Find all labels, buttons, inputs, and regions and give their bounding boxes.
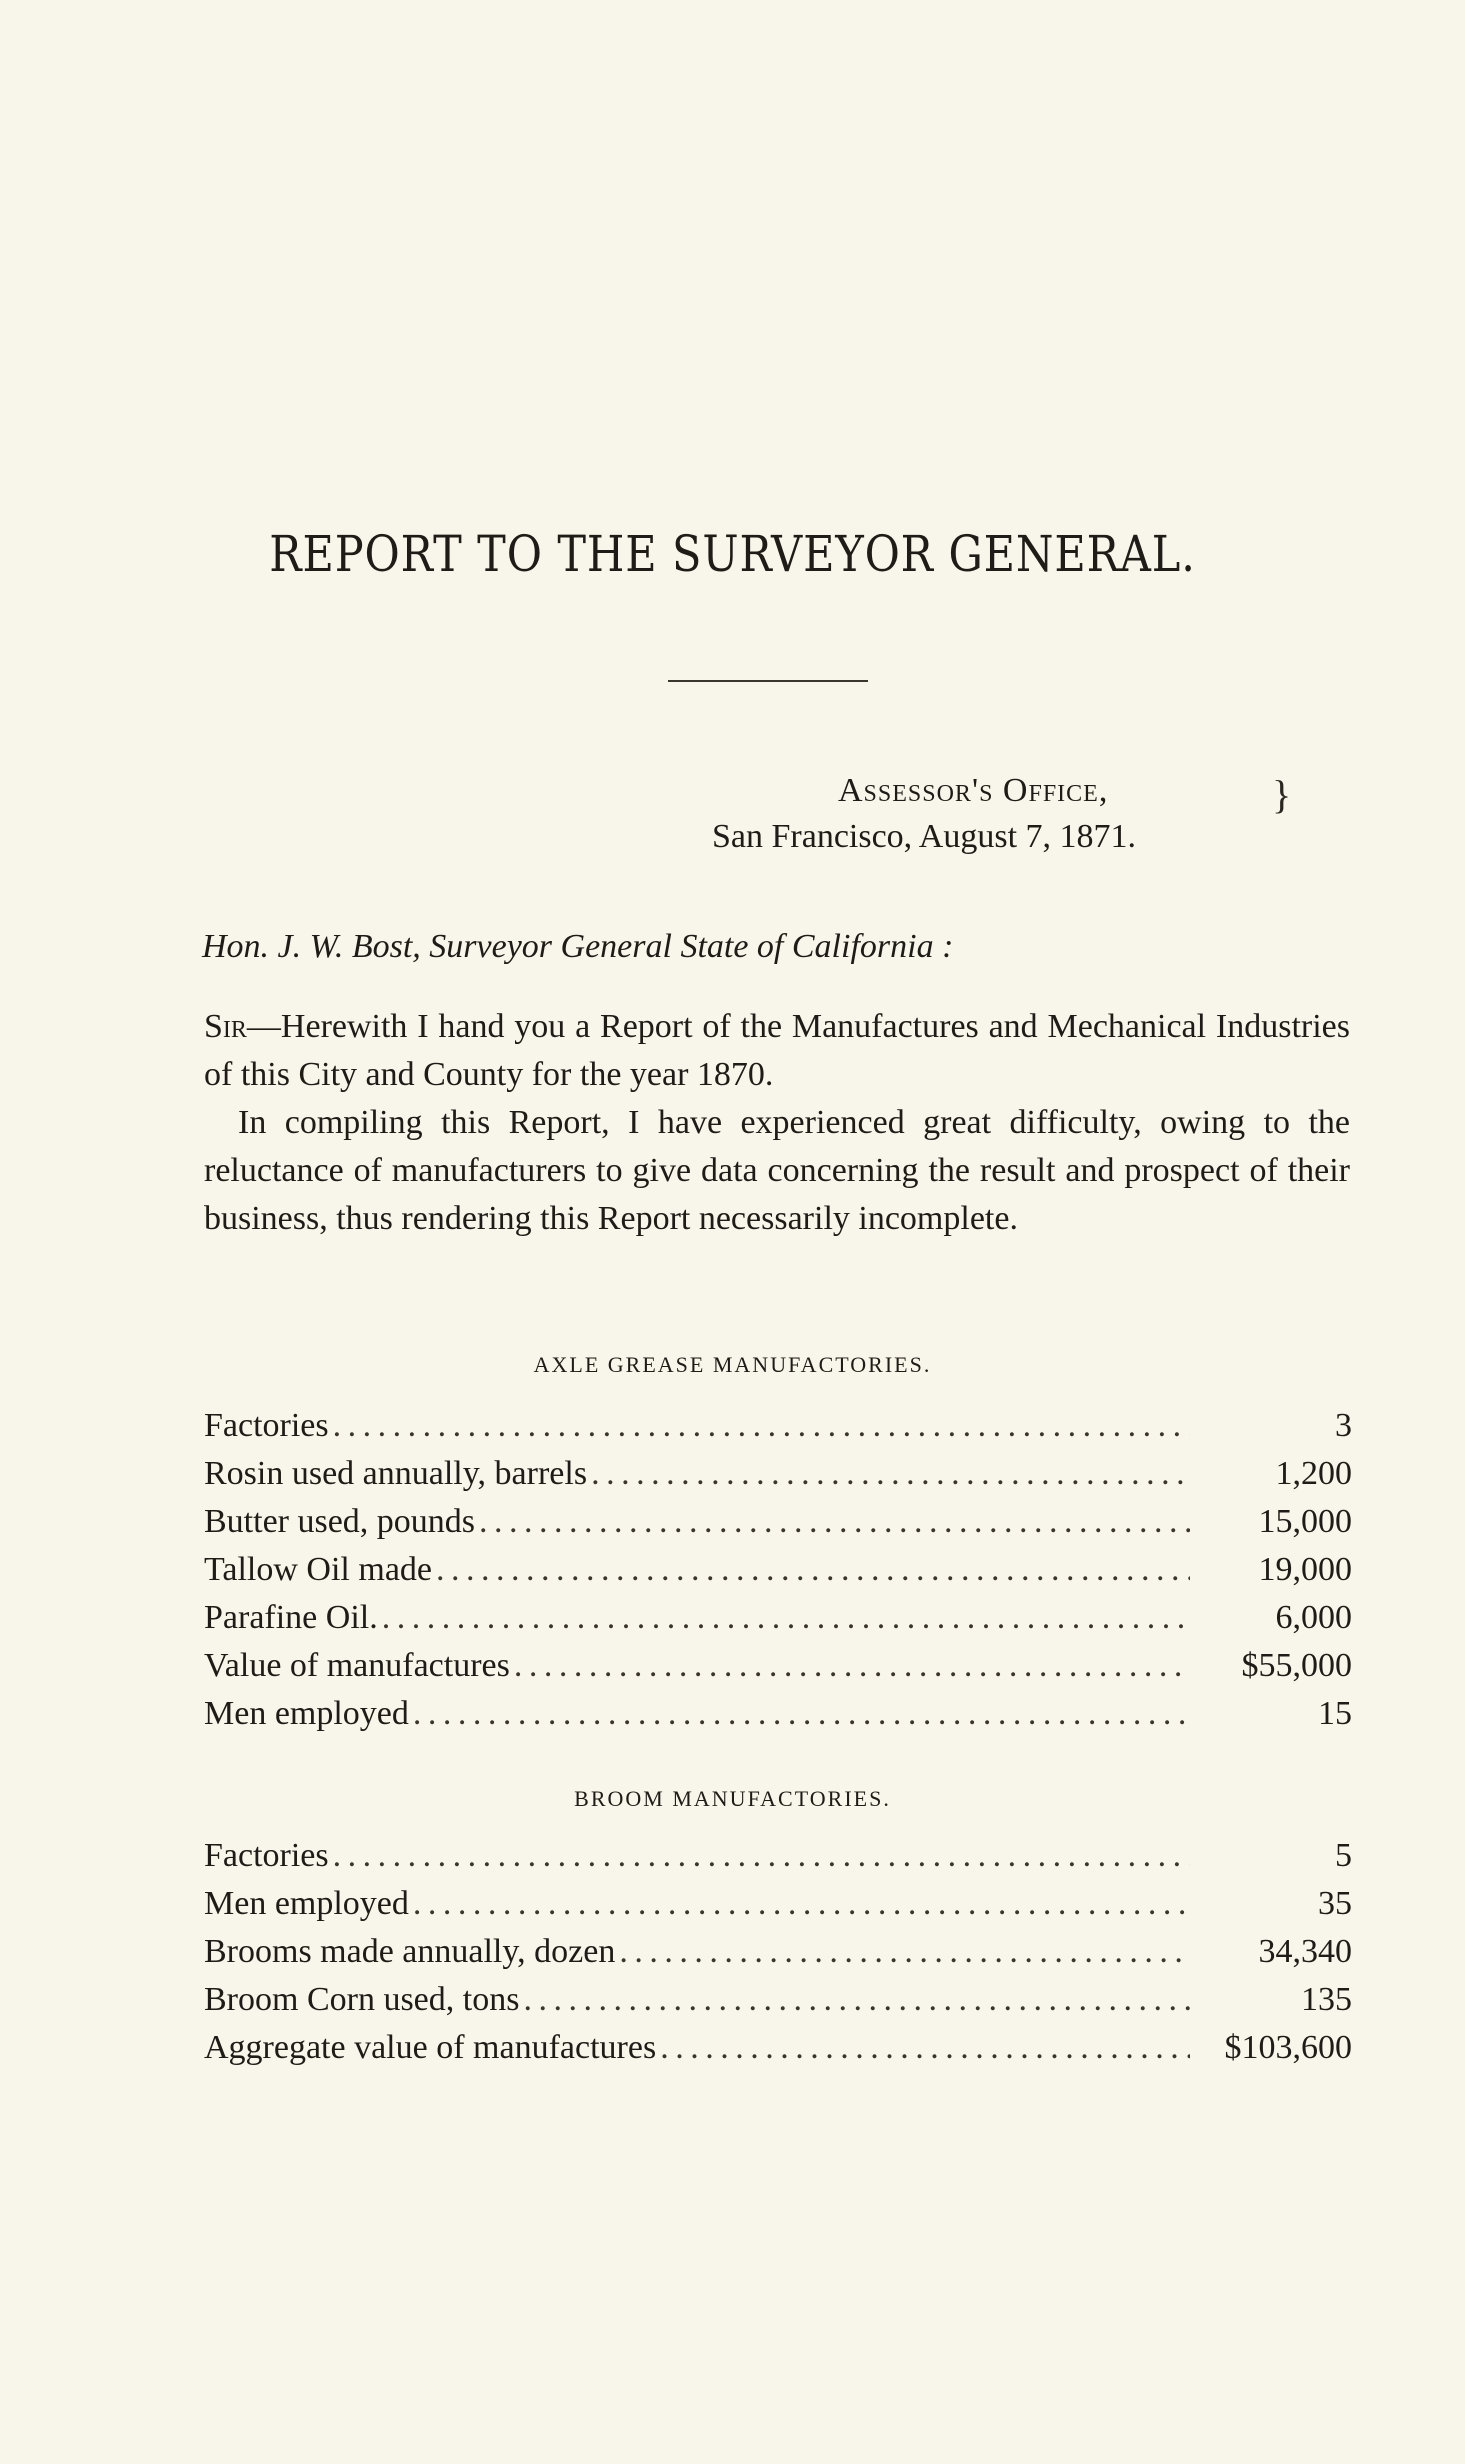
row-value: 35 xyxy=(1318,1885,1352,1922)
row-value: 34,340 xyxy=(1258,1933,1352,1970)
leader-dots xyxy=(619,1928,1190,1976)
row-value: 15 xyxy=(1318,1695,1352,1732)
row-label: Tallow Oil made xyxy=(204,1551,433,1588)
row-label: Men employed xyxy=(204,1885,409,1922)
row-value: 5 xyxy=(1335,1837,1352,1874)
table-row xyxy=(204,1880,1352,1928)
row-value: 135 xyxy=(1301,1981,1352,2018)
leader-dots xyxy=(333,1402,1190,1450)
row-label: Broom Corn used, tons xyxy=(204,1981,520,2018)
leader-dots xyxy=(413,1690,1190,1738)
dateline-place-date: San Francisco, August 7, 1871. xyxy=(712,818,1137,855)
leader-dots xyxy=(523,1976,1190,2024)
leader-dots xyxy=(436,1546,1190,1594)
row-label: Factories xyxy=(204,1407,329,1444)
table-row xyxy=(204,1546,1352,1594)
letter-paragraph-1 xyxy=(204,1003,1350,1099)
leader-dots xyxy=(591,1450,1190,1498)
row-value: $55,000 xyxy=(1241,1647,1352,1684)
table-row xyxy=(204,1450,1352,1498)
row-value: 3 xyxy=(1335,1407,1352,1444)
letter-sir: Sir xyxy=(204,1008,247,1045)
table-axle-grease xyxy=(204,1402,1352,1738)
dateline xyxy=(700,768,1340,860)
table-row xyxy=(204,1594,1352,1642)
leader-dots xyxy=(479,1498,1190,1546)
letter-paragraph-2: In compiling this Report, I have experienced great difficulty, owing to the reluctance of manufacturers to give data concerning the result and prospect of their business, thus rendering this Report necessarily incomplete. xyxy=(204,1104,1350,1237)
page-title: REPORT TO THE SURVEYOR GENERAL. xyxy=(269,525,1196,583)
section-heading-broom: BROOM MANUFACTORIES. xyxy=(574,1786,891,1811)
row-value: 15,000 xyxy=(1258,1503,1352,1540)
leader-dots xyxy=(382,1594,1190,1642)
dateline-brace: } xyxy=(1272,772,1292,817)
table-row xyxy=(204,1402,1352,1450)
letter-paragraph-1-text: —Herewith I hand you a Report of the Manufactures and Mechanical Industries of this City and County for the year 1870. xyxy=(204,1008,1350,1093)
table-row xyxy=(204,1690,1352,1738)
leader-dots xyxy=(660,2024,1190,2072)
row-label: Brooms made annually, dozen xyxy=(204,1933,616,1970)
row-label: Rosin used annually, barrels xyxy=(204,1455,588,1492)
row-label: Parafine Oil. xyxy=(204,1599,378,1636)
leader-dots xyxy=(413,1880,1190,1928)
salutation: Hon. J. W. Bost, Surveyor General State of California : xyxy=(202,928,954,965)
row-value: 19,000 xyxy=(1258,1551,1352,1588)
letter-body xyxy=(204,1003,1350,1243)
table-row xyxy=(204,1832,1352,1880)
leader-dots xyxy=(514,1642,1190,1690)
row-value: 1,200 xyxy=(1275,1455,1352,1492)
row-label: Factories xyxy=(204,1837,329,1874)
dateline-office: Assessor's Office, xyxy=(838,772,1109,809)
table-broom xyxy=(204,1832,1352,2072)
table-row xyxy=(204,2024,1352,2072)
table-row xyxy=(204,1928,1352,1976)
row-label: Men employed xyxy=(204,1695,409,1732)
title-rule xyxy=(668,680,868,682)
row-label: Value of manufactures xyxy=(204,1647,510,1684)
leader-dots xyxy=(333,1832,1190,1880)
row-value: $103,600 xyxy=(1224,2029,1352,2066)
row-label: Aggregate value of manufactures xyxy=(204,2029,657,2066)
section-heading-axle-grease: AXLE GREASE MANUFACTORIES. xyxy=(533,1352,932,1377)
table-row xyxy=(204,1642,1352,1690)
table-row xyxy=(204,1498,1352,1546)
table-row xyxy=(204,1976,1352,2024)
row-value: 6,000 xyxy=(1275,1599,1352,1636)
row-label: Butter used, pounds xyxy=(204,1503,476,1540)
